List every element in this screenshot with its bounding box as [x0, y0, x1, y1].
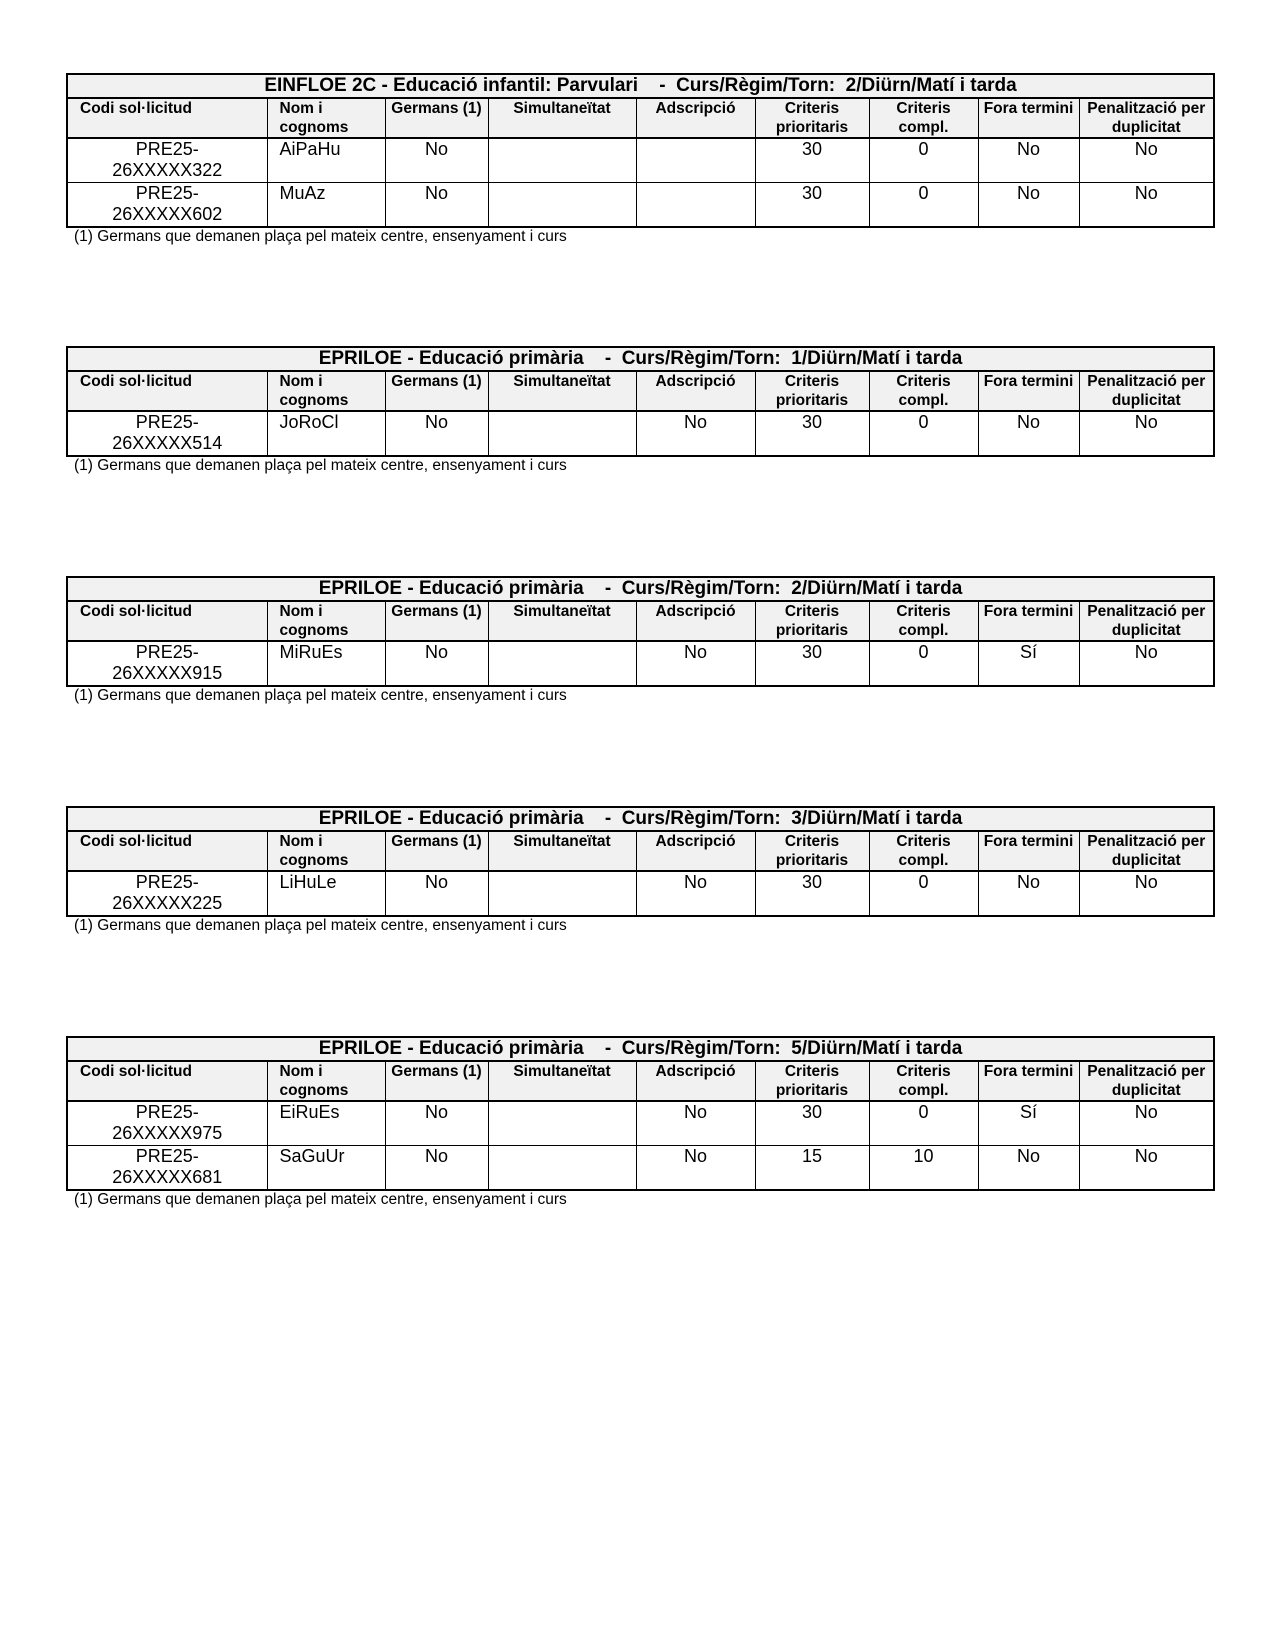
- table-title: EINFLOE 2C - Educació infantil: Parvulari - Curs/Règim/Torn: 2/Diürn/Matí i tarda: [67, 74, 1214, 98]
- cell-adscripcio: No: [636, 411, 755, 456]
- cell-fora: Sí: [978, 1101, 1079, 1146]
- column-header: Germans (1): [385, 601, 488, 641]
- column-header: Criteris compl.: [869, 601, 978, 641]
- cell-code: PRE25- 26XXXXX602: [67, 183, 267, 228]
- column-header: Nom i cognoms: [267, 1061, 385, 1101]
- cell-germans: No: [385, 183, 488, 228]
- cell-simultaneitat: [488, 138, 636, 183]
- column-header: Adscripció: [636, 98, 755, 138]
- footnote: (1) Germans que demanen plaça pel mateix centre, ensenyament i curs: [74, 917, 567, 934]
- cell-compl: 0: [869, 183, 978, 228]
- cell-prioritaris: 30: [755, 138, 869, 183]
- cell-simultaneitat: [488, 641, 636, 686]
- table-row: [67, 411, 1214, 456]
- table-row: [67, 1146, 1214, 1191]
- column-header: Adscripció: [636, 601, 755, 641]
- column-header: Fora termini: [978, 831, 1079, 871]
- cell-adscripcio: [636, 183, 755, 228]
- cell-germans: No: [385, 871, 488, 916]
- cell-penalitzacio: No: [1079, 871, 1214, 916]
- column-header: Penalització per duplicitat: [1079, 371, 1214, 411]
- column-header: Criteris compl.: [869, 98, 978, 138]
- column-header: Simultaneïtat: [488, 601, 636, 641]
- column-header: Codi sol·licitud: [67, 1061, 267, 1101]
- cell-adscripcio: No: [636, 1101, 755, 1146]
- cell-prioritaris: 30: [755, 183, 869, 228]
- cell-fora: No: [978, 871, 1079, 916]
- cell-germans: No: [385, 641, 488, 686]
- cell-name: LiHuLe: [267, 871, 385, 916]
- cell-penalitzacio: No: [1079, 1146, 1214, 1191]
- column-header: Germans (1): [385, 1061, 488, 1101]
- cell-name: MiRuEs: [267, 641, 385, 686]
- column-header: Criteris prioritaris: [755, 831, 869, 871]
- column-header: Adscripció: [636, 831, 755, 871]
- column-header: Criteris compl.: [869, 1061, 978, 1101]
- column-header: Simultaneïtat: [488, 831, 636, 871]
- column-header: Criteris prioritaris: [755, 371, 869, 411]
- cell-germans: No: [385, 1101, 488, 1146]
- cell-fora: No: [978, 183, 1079, 228]
- admission-table: [66, 346, 1215, 457]
- admission-table-block: [66, 346, 1213, 475]
- table-row: [67, 641, 1214, 686]
- column-header: Penalització per duplicitat: [1079, 601, 1214, 641]
- cell-penalitzacio: No: [1079, 641, 1214, 686]
- cell-adscripcio: No: [636, 1146, 755, 1191]
- table-title: EPRILOE - Educació primària - Curs/Règim/Torn: 1/Diürn/Matí i tarda: [67, 347, 1214, 371]
- cell-penalitzacio: No: [1079, 411, 1214, 456]
- column-header: Fora termini: [978, 371, 1079, 411]
- column-header: Fora termini: [978, 1061, 1079, 1101]
- admission-table-block: [66, 806, 1213, 935]
- cell-compl: 0: [869, 138, 978, 183]
- cell-name: EiRuEs: [267, 1101, 385, 1146]
- column-header: Germans (1): [385, 371, 488, 411]
- column-header: Nom i cognoms: [267, 371, 385, 411]
- cell-penalitzacio: No: [1079, 1101, 1214, 1146]
- column-header: Germans (1): [385, 98, 488, 138]
- column-header: Fora termini: [978, 98, 1079, 138]
- cell-fora: No: [978, 411, 1079, 456]
- footnote: (1) Germans que demanen plaça pel mateix centre, ensenyament i curs: [74, 1191, 567, 1208]
- cell-compl: 0: [869, 641, 978, 686]
- footnote: (1) Germans que demanen plaça pel mateix centre, ensenyament i curs: [74, 457, 567, 474]
- admission-table: [66, 73, 1215, 228]
- cell-code: PRE25- 26XXXXX915: [67, 641, 267, 686]
- column-header: Nom i cognoms: [267, 831, 385, 871]
- cell-compl: 0: [869, 871, 978, 916]
- cell-prioritaris: 30: [755, 1101, 869, 1146]
- cell-code: PRE25- 26XXXXX322: [67, 138, 267, 183]
- cell-prioritaris: 30: [755, 411, 869, 456]
- cell-prioritaris: 15: [755, 1146, 869, 1191]
- column-header: Codi sol·licitud: [67, 98, 267, 138]
- column-header: Penalització per duplicitat: [1079, 831, 1214, 871]
- column-header: Codi sol·licitud: [67, 601, 267, 641]
- admission-table-block: [66, 1036, 1213, 1209]
- cell-germans: No: [385, 1146, 488, 1191]
- table-row: [67, 1101, 1214, 1146]
- cell-simultaneitat: [488, 411, 636, 456]
- column-header: Penalització per duplicitat: [1079, 1061, 1214, 1101]
- cell-adscripcio: [636, 138, 755, 183]
- cell-germans: No: [385, 411, 488, 456]
- footnote: (1) Germans que demanen plaça pel mateix centre, ensenyament i curs: [74, 228, 567, 245]
- table-title: EPRILOE - Educació primària - Curs/Règim/Torn: 2/Diürn/Matí i tarda: [67, 577, 1214, 601]
- column-header: Nom i cognoms: [267, 98, 385, 138]
- table-title: EPRILOE - Educació primària - Curs/Règim/Torn: 3/Diürn/Matí i tarda: [67, 807, 1214, 831]
- cell-fora: Sí: [978, 641, 1079, 686]
- admission-table: [66, 806, 1215, 917]
- column-header: Codi sol·licitud: [67, 371, 267, 411]
- admission-table: [66, 576, 1215, 687]
- cell-code: PRE25- 26XXXXX975: [67, 1101, 267, 1146]
- admission-table-block: [66, 576, 1213, 705]
- column-header: Criteris compl.: [869, 831, 978, 871]
- column-header: Criteris prioritaris: [755, 98, 869, 138]
- table-row: [67, 183, 1214, 228]
- cell-name: SaGuUr: [267, 1146, 385, 1191]
- cell-simultaneitat: [488, 1146, 636, 1191]
- column-header: Fora termini: [978, 601, 1079, 641]
- column-header: Criteris prioritaris: [755, 1061, 869, 1101]
- cell-code: PRE25- 26XXXXX681: [67, 1146, 267, 1191]
- cell-compl: 10: [869, 1146, 978, 1191]
- cell-simultaneitat: [488, 183, 636, 228]
- column-header: Adscripció: [636, 1061, 755, 1101]
- table-row: [67, 871, 1214, 916]
- column-header: Penalització per duplicitat: [1079, 98, 1214, 138]
- cell-code: PRE25- 26XXXXX225: [67, 871, 267, 916]
- cell-fora: No: [978, 1146, 1079, 1191]
- column-header: Criteris prioritaris: [755, 601, 869, 641]
- admission-table: [66, 1036, 1215, 1191]
- column-header: Simultaneïtat: [488, 1061, 636, 1101]
- table-title: EPRILOE - Educació primària - Curs/Règim/Torn: 5/Diürn/Matí i tarda: [67, 1037, 1214, 1061]
- cell-simultaneitat: [488, 871, 636, 916]
- column-header: Criteris compl.: [869, 371, 978, 411]
- column-header: Codi sol·licitud: [67, 831, 267, 871]
- cell-penalitzacio: No: [1079, 138, 1214, 183]
- cell-adscripcio: No: [636, 871, 755, 916]
- cell-name: AiPaHu: [267, 138, 385, 183]
- cell-penalitzacio: No: [1079, 183, 1214, 228]
- column-header: Simultaneïtat: [488, 371, 636, 411]
- cell-adscripcio: No: [636, 641, 755, 686]
- cell-name: MuAz: [267, 183, 385, 228]
- column-header: Nom i cognoms: [267, 601, 385, 641]
- footnote: (1) Germans que demanen plaça pel mateix centre, ensenyament i curs: [74, 687, 567, 704]
- table-row: [67, 138, 1214, 183]
- cell-fora: No: [978, 138, 1079, 183]
- cell-code: PRE25- 26XXXXX514: [67, 411, 267, 456]
- column-header: Simultaneïtat: [488, 98, 636, 138]
- cell-prioritaris: 30: [755, 871, 869, 916]
- admission-table-block: [66, 73, 1213, 246]
- cell-prioritaris: 30: [755, 641, 869, 686]
- cell-compl: 0: [869, 1101, 978, 1146]
- cell-name: JoRoCl: [267, 411, 385, 456]
- cell-germans: No: [385, 138, 488, 183]
- column-header: Adscripció: [636, 371, 755, 411]
- cell-compl: 0: [869, 411, 978, 456]
- column-header: Germans (1): [385, 831, 488, 871]
- cell-simultaneitat: [488, 1101, 636, 1146]
